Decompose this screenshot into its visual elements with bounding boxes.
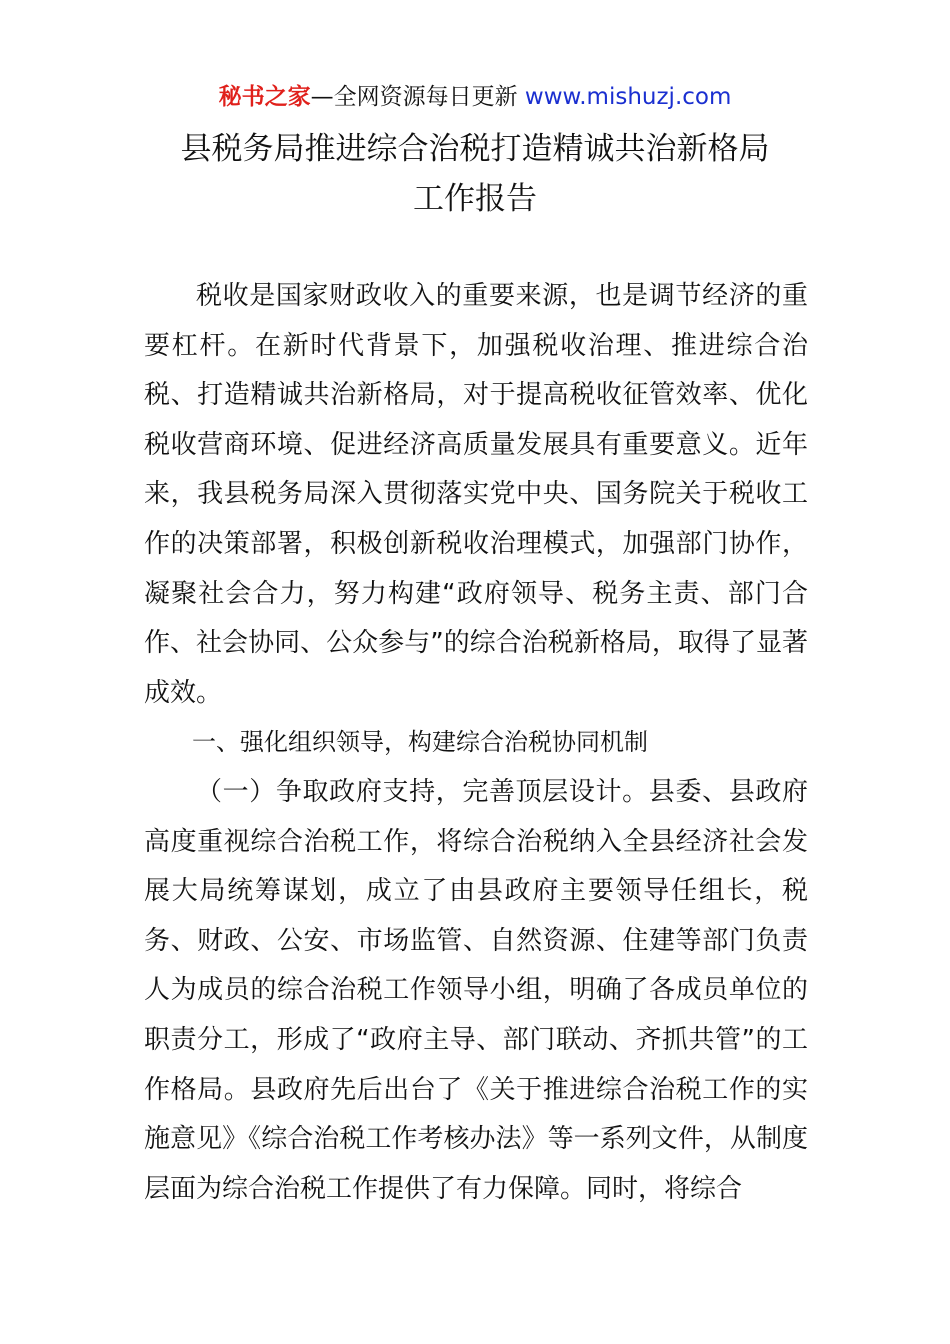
site-header	[0, 80, 950, 114]
header-tagline: —全网资源每日更新	[310, 84, 525, 110]
document-body	[144, 272, 808, 1214]
brand-name: 秘书之家	[218, 84, 311, 110]
title-line-2: 工作报告	[413, 181, 537, 217]
site-url-link[interactable]: www.mishuzj.com	[524, 84, 732, 110]
document-title	[0, 124, 950, 224]
title-line-1: 县税务局推进综合治税打造精诚共治新格局	[180, 131, 770, 167]
paragraph-intro: 税收是国家财政收入的重要来源，也是调节经济的重要杠杆。在新时代背景下，加强税收治理、推进综合治税、打造精诚共治新格局，对于提高税收征管效率、优化税收营商环境、促进经济高质量发展具有重要意义。近年来，我县税务局深入贯彻落实党中央、国务院关于税收工作的决策部署，积极创新税收治理模式，加强部门协作，凝聚社会合力，努力构建“政府领导、税务主责、部门合作、社会协同、公众参与”的综合治税新格局，取得了显著成效。	[144, 281, 808, 708]
section-heading-1: 一、强化组织领导，构建综合治税协同机制	[192, 728, 648, 757]
paragraph-section-1-1: （一）争取政府支持，完善顶层设计。县委、县政府高度重视综合治税工作，将综合治税纳入全县经济社会发展大局统筹谋划，成立了由县政府主要领导任组长，税务、财政、公安、市场监管、自然资源、住建等部门负责人为成员的综合治税工作领导小组，明确了各成员单位的职责分工，形成了“政府主导、部门联动、齐抓共管”的工作格局。县政府先后出台了《关于推进综合治税工作的实施意见》《综合治税工作考核办法》等一系列文件，从制度层面为综合治税工作提供了有力保障。同时，将综合	[144, 776, 808, 1204]
